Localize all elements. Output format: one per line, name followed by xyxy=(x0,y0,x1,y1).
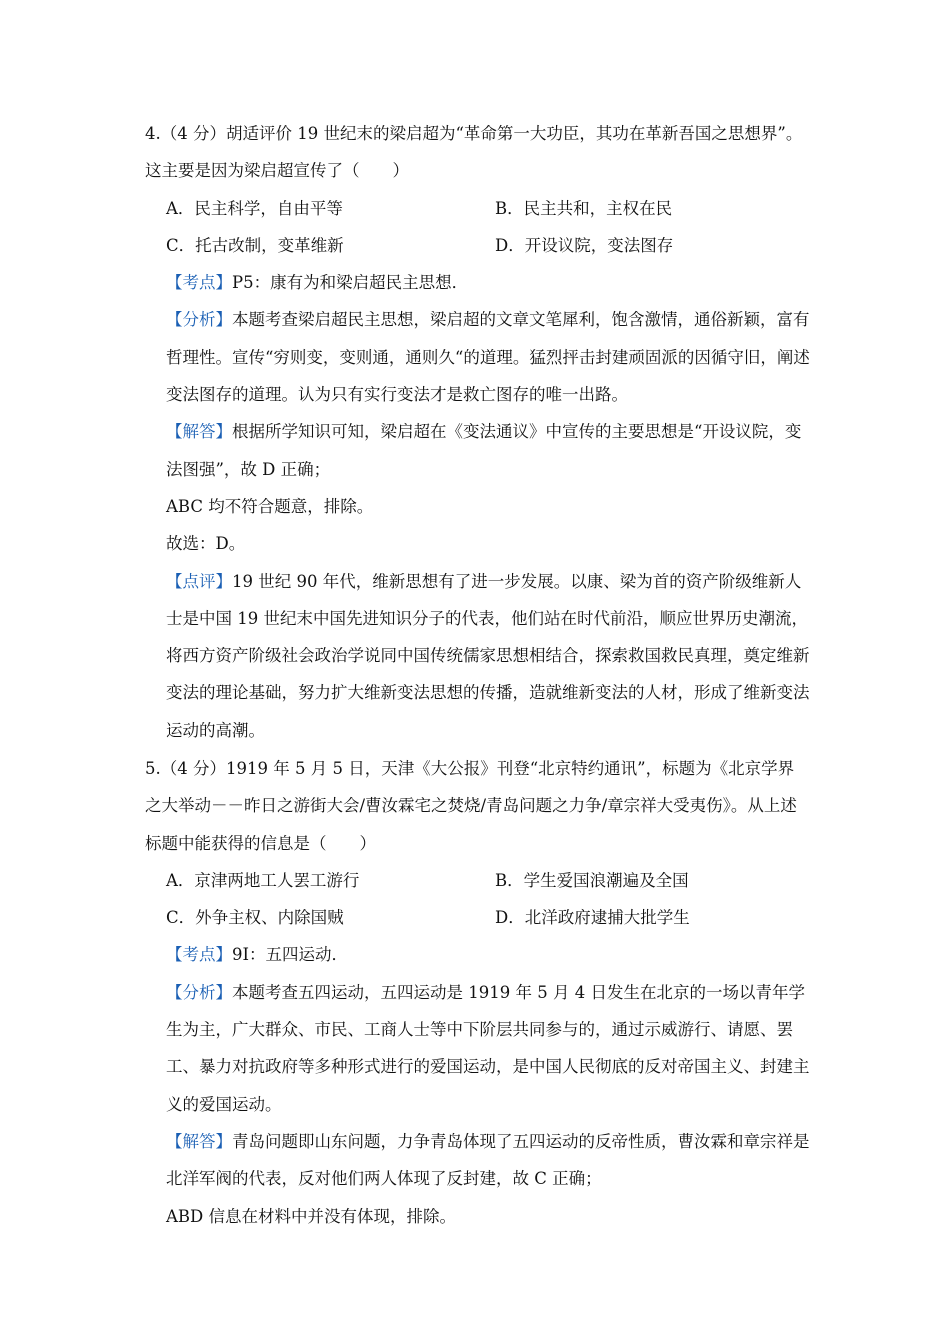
kaodian-tag: 【考点】 xyxy=(166,945,232,965)
kaodian xyxy=(145,264,810,301)
option-b: B．民主共和，主权在民 xyxy=(495,198,673,218)
question-5 xyxy=(145,750,810,1235)
fenxi-text: 本题考查梁启超民主思想，梁启超的文章文笔犀利，饱含激情，通俗新颖，富有哲理性。宣传“穷则变，变则通，通则久“的道理。猛烈抨击封建顽固派的因循守旧，阐述变法图存的道理。认为只有实行变法才是救亡图存的唯一出路。 xyxy=(166,310,810,405)
option-b: B．学生爱国浪潮遍及全国 xyxy=(495,870,689,890)
question-4 xyxy=(145,115,810,749)
question-text: （4 分）1919 年 5 月 5 日，天津《大公报》刊登“北京特约通讯”，标题为《北京学界之大举动－－昨日之游街大会/曹汝霖宅之焚烧/青岛问题之力争/章宗祥大受夷伤》。从上述标题中能获得的信息是（ ） xyxy=(145,759,797,853)
option-d: D．北洋政府逮捕大批学生 xyxy=(495,908,690,928)
kaodian-text: 9I：五四运动． xyxy=(232,945,349,965)
question-number: 4. xyxy=(145,124,161,143)
options xyxy=(145,862,810,937)
kaodian xyxy=(145,936,810,973)
option-c: C．外争主权、内除国贼 xyxy=(166,908,344,928)
jieda-tag: 【解答】 xyxy=(166,422,232,442)
fenxi-tag: 【分析】 xyxy=(166,982,232,1002)
jieda-tag: 【解答】 xyxy=(166,1131,232,1151)
jieda-line-2: ABD 信息在材料中并没有体现，排除。 xyxy=(166,1206,457,1226)
question-text: （4 分）胡适评价 19 世纪末的梁启超为“革命第一大功臣，其功在革新吾国之思想界”。这主要是因为梁启超宣传了（ ） xyxy=(145,124,803,181)
jieda-line-2: ABC 均不符合题意，排除。 xyxy=(166,496,374,516)
options xyxy=(145,190,810,265)
dianping-tag: 【点评】 xyxy=(166,571,232,591)
question-stem xyxy=(145,750,810,862)
jieda xyxy=(145,1123,810,1198)
question-stem xyxy=(145,115,810,190)
fenxi xyxy=(145,974,810,1123)
fenxi-tag: 【分析】 xyxy=(166,310,232,330)
jieda-line-3: 故选：D。 xyxy=(166,534,246,554)
fenxi-text: 本题考查五四运动，五四运动是 1919 年 5 月 4 日发生在北京的一场以青年学生为主，广大群众、市民、工商人士等中下阶层共同参与的，通过示威游行、请愿、罢工、暴力对抗政府等多种形式进行的爱国运动，是中国人民彻底的反对帝国主义、封建主义的爱国运动。 xyxy=(166,982,810,1114)
kaodian-text: P5：康有为和梁启超民主思想． xyxy=(232,273,469,293)
fenxi xyxy=(145,301,810,413)
kaodian-tag: 【考点】 xyxy=(166,273,232,293)
jieda xyxy=(145,413,810,488)
question-number: 5. xyxy=(145,759,161,778)
option-a: A．京津两地工人罢工游行 xyxy=(166,870,360,890)
dianping-text: 19 世纪 90 年代，维新思想有了进一步发展。以康、梁为首的资产阶级维新人士是中国 19 世纪末中国先进知识分子的代表，他们站在时代前沿，顺应世界历史潮流，将西方资产阶级社会政治学说同中国传统儒家思想相结合，探索救国救民真理，奠定维新变法的理论基础，努力扩大维新变法思想的传播，造就维新变法的人材，形成了维新变法运动的高潮。 xyxy=(166,571,810,740)
jieda-text: 青岛问题即山东问题，力争青岛体现了五四运动的反帝性质，曹汝霖和章宗祥是北洋军阀的代表，反对他们两人体现了反封建，故 C 正确； xyxy=(166,1131,810,1189)
option-d: D．开设议院，变法图存 xyxy=(495,235,674,255)
dianping xyxy=(145,563,810,749)
jieda-text: 根据所学知识可知，梁启超在《变法通议》中宣传的主要思想是“开设议院，变法图强”，故 D 正确； xyxy=(166,422,802,479)
option-a: A．民主科学，自由平等 xyxy=(166,198,343,218)
option-c: C．托古改制，变革维新 xyxy=(166,235,344,255)
